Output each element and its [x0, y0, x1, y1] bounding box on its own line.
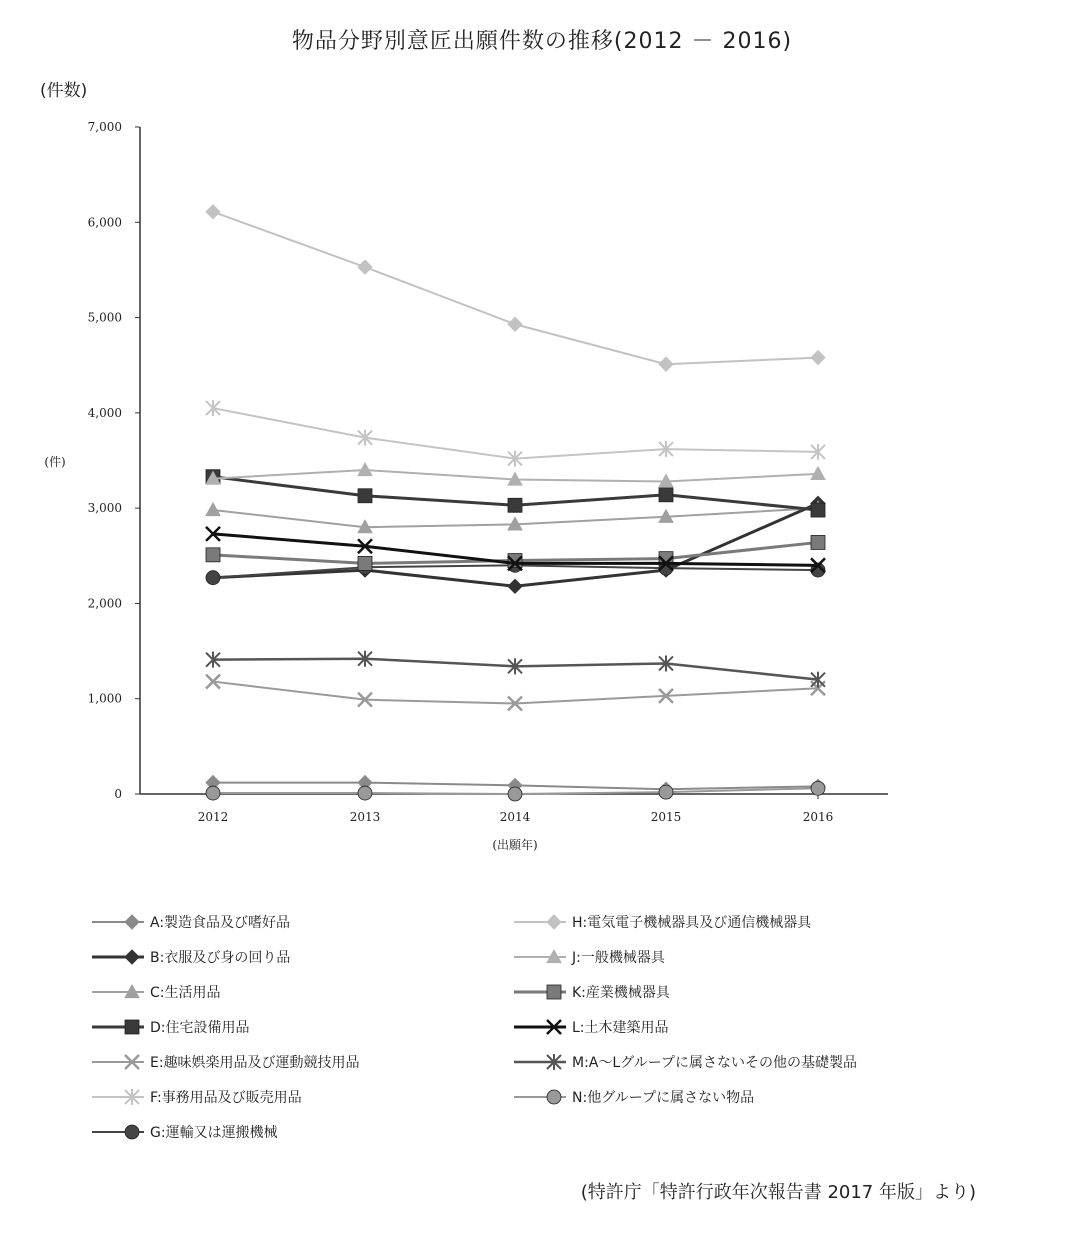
data-point — [206, 786, 220, 800]
series-line — [213, 682, 818, 704]
legend-label: F:事務用品及び販売用品 — [150, 1090, 302, 1106]
data-point — [206, 503, 220, 516]
legend-swatch — [90, 1089, 146, 1105]
series-line — [213, 503, 818, 586]
y-tick-label: 0 — [114, 787, 122, 801]
y-tick-label: 4,000 — [87, 405, 122, 420]
series-j — [206, 463, 825, 487]
x-tick-label: 2014 — [499, 810, 531, 824]
legend-item — [512, 1052, 857, 1072]
legend-swatch — [90, 1019, 146, 1035]
legend-label: G:運輸又は運搬機械 — [150, 1125, 278, 1141]
legend-label: H:電気電子機械器具及び通信機械器具 — [572, 915, 812, 931]
legend-marker — [547, 1090, 561, 1104]
legend-item — [90, 1052, 360, 1072]
data-point — [206, 548, 220, 562]
series-line — [213, 212, 818, 364]
legend-swatch — [90, 914, 146, 930]
legend-label: N:他グループに属さない物品 — [572, 1090, 755, 1106]
legend-label: M:A～Lグループに属さないその他の基礎製品 — [572, 1055, 858, 1071]
x-tick-label: 2016 — [802, 810, 834, 824]
legend-marker — [125, 1125, 139, 1139]
data-point — [659, 357, 673, 371]
legend-swatch — [90, 1054, 146, 1070]
data-point — [659, 785, 673, 799]
y-tick-label: 2,000 — [87, 596, 122, 611]
legend-item — [90, 1122, 278, 1142]
legend-marker — [125, 950, 139, 964]
legend-swatch — [512, 984, 568, 1000]
data-point — [358, 786, 372, 800]
legend-swatch — [90, 1124, 146, 1140]
data-point — [508, 554, 522, 568]
legend-swatch — [512, 949, 568, 965]
legend-marker — [547, 915, 561, 929]
data-point — [206, 205, 220, 219]
data-point — [358, 260, 372, 274]
x-tick-label: 2012 — [197, 810, 229, 824]
legend-label: J:一般機械器具 — [572, 950, 665, 966]
y-tick-label: 5,000 — [87, 310, 122, 325]
series-m — [206, 651, 825, 688]
legend-swatch — [90, 949, 146, 965]
data-point — [508, 317, 522, 331]
legend-label: B:衣服及び身の回り品 — [150, 950, 291, 966]
chart-title: 物品分野別意匠出願件数の推移(2012 － 2016) — [291, 29, 793, 54]
y-axis-label: (件) — [44, 455, 66, 469]
legend-item — [512, 912, 811, 932]
y-tick-label: 1,000 — [87, 691, 122, 706]
legend-marker — [125, 915, 139, 929]
data-point — [358, 556, 372, 570]
series-f — [206, 400, 825, 467]
series-h — [206, 205, 825, 371]
legend-swatch — [512, 914, 568, 930]
data-point — [508, 579, 522, 593]
legend-item — [90, 1017, 250, 1037]
x-tick-label: 2013 — [349, 810, 381, 824]
legend-label: E:趣味娯楽用品及び運動競技用品 — [150, 1055, 360, 1071]
data-point — [811, 351, 825, 365]
legend-marker — [547, 985, 561, 999]
y-tick-label: 7,000 — [87, 120, 122, 134]
source-note: (特許庁「特許行政年次報告書 2017 年版」より) — [580, 1182, 976, 1203]
data-point — [206, 571, 220, 585]
legend-item — [90, 947, 290, 967]
series-l — [206, 527, 825, 572]
data-point — [508, 498, 522, 512]
legend-label: K:産業機械器具 — [572, 985, 670, 1001]
y-tick-label: 6,000 — [87, 215, 122, 230]
legend-item — [512, 982, 670, 1002]
legend-swatch — [90, 984, 146, 1000]
data-point — [811, 535, 825, 549]
x-axis-label: (出願年) — [492, 838, 538, 852]
y-tick-label: 3,000 — [87, 501, 122, 516]
legend-swatch — [512, 1019, 568, 1035]
legend-swatch — [512, 1054, 568, 1070]
legend-item — [90, 912, 290, 932]
legend-item — [90, 1087, 302, 1107]
data-point — [811, 503, 825, 517]
legend-item — [512, 1017, 669, 1037]
legend-item — [90, 982, 221, 1002]
legend-label: A:製造食品及び嗜好品 — [150, 915, 291, 931]
series-e — [206, 675, 825, 711]
data-point — [508, 787, 522, 801]
legend-item — [512, 1087, 754, 1107]
legend-label: L:土木建築用品 — [572, 1020, 669, 1036]
x-tick-label: 2015 — [650, 810, 682, 824]
legend-marker — [125, 1020, 139, 1034]
data-point — [659, 488, 673, 502]
legend-label: D:住宅設備用品 — [150, 1020, 250, 1036]
legend-item — [512, 947, 665, 967]
data-point — [358, 489, 372, 503]
y-unit-label-top: (件数) — [40, 81, 88, 101]
legend-swatch — [512, 1089, 568, 1105]
data-point — [811, 781, 825, 795]
legend-label: C:生活用品 — [150, 985, 221, 1001]
